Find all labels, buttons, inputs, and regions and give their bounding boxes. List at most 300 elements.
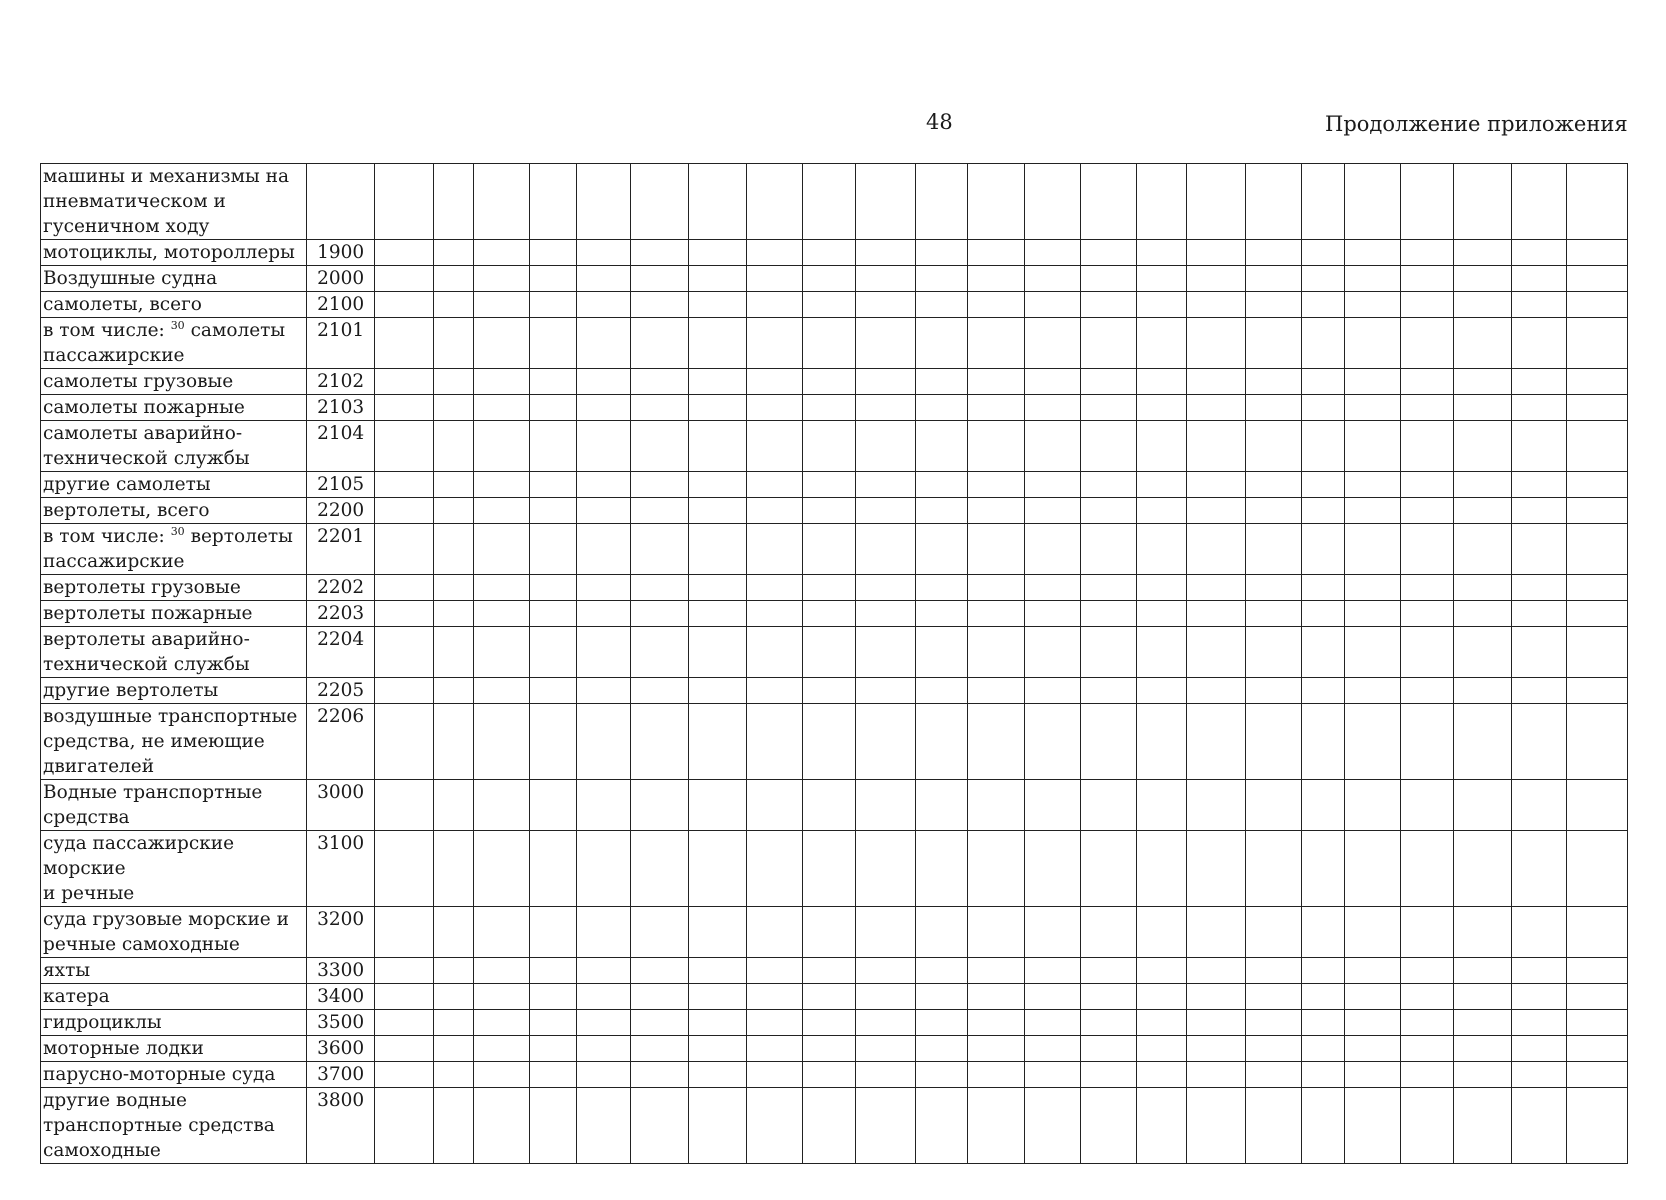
row-label: машины и механизмы на пневматическом и гусеничном ходу xyxy=(41,164,307,240)
empty-cell xyxy=(474,395,529,421)
empty-cell xyxy=(1511,472,1566,498)
empty-cell xyxy=(915,318,967,369)
empty-cell xyxy=(746,627,802,678)
empty-cell xyxy=(474,1010,529,1036)
empty-cell xyxy=(967,369,1024,395)
empty-cell xyxy=(1344,831,1400,907)
table-row xyxy=(41,984,1628,1010)
row-code: 2203 xyxy=(307,601,375,627)
empty-cell xyxy=(474,1062,529,1088)
empty-cell xyxy=(1511,627,1566,678)
empty-cell xyxy=(1401,369,1454,395)
empty-cell xyxy=(1245,1036,1301,1062)
empty-cell xyxy=(1245,831,1301,907)
empty-cell xyxy=(1187,1062,1246,1088)
empty-cell xyxy=(1025,472,1080,498)
empty-cell xyxy=(1245,266,1301,292)
empty-cell xyxy=(577,240,630,266)
empty-cell xyxy=(689,704,746,780)
empty-cell xyxy=(1401,1010,1454,1036)
empty-cell xyxy=(967,1062,1024,1088)
empty-cell xyxy=(1080,1088,1136,1164)
empty-cell xyxy=(1401,601,1454,627)
empty-cell xyxy=(1080,704,1136,780)
empty-cell xyxy=(1454,984,1511,1010)
empty-cell xyxy=(746,498,802,524)
empty-cell xyxy=(856,575,916,601)
empty-cell xyxy=(433,1036,473,1062)
empty-cell xyxy=(529,498,577,524)
empty-cell xyxy=(630,266,689,292)
empty-cell xyxy=(1245,704,1301,780)
empty-cell xyxy=(1454,318,1511,369)
empty-cell xyxy=(1344,240,1400,266)
empty-cell xyxy=(1511,1010,1566,1036)
empty-cell xyxy=(746,421,802,472)
empty-cell xyxy=(474,498,529,524)
empty-cell xyxy=(746,984,802,1010)
empty-cell xyxy=(474,164,529,240)
empty-cell xyxy=(474,421,529,472)
empty-cell xyxy=(1344,704,1400,780)
row-code: 2000 xyxy=(307,266,375,292)
empty-cell xyxy=(746,164,802,240)
empty-cell xyxy=(1401,472,1454,498)
empty-cell xyxy=(1080,318,1136,369)
empty-cell xyxy=(630,1088,689,1164)
empty-cell xyxy=(803,240,856,266)
empty-cell xyxy=(746,266,802,292)
row-code: 3300 xyxy=(307,958,375,984)
empty-cell xyxy=(967,266,1024,292)
empty-cell xyxy=(1137,907,1187,958)
empty-cell xyxy=(630,524,689,575)
empty-cell xyxy=(967,164,1024,240)
empty-cell xyxy=(1080,369,1136,395)
empty-cell xyxy=(746,1088,802,1164)
empty-cell xyxy=(1187,292,1246,318)
empty-cell xyxy=(433,498,473,524)
empty-cell xyxy=(1080,678,1136,704)
empty-cell xyxy=(915,1036,967,1062)
empty-cell xyxy=(630,395,689,421)
empty-cell xyxy=(474,1088,529,1164)
empty-cell xyxy=(915,164,967,240)
empty-cell xyxy=(915,472,967,498)
table-row xyxy=(41,240,1628,266)
empty-cell xyxy=(1137,421,1187,472)
table-row xyxy=(41,907,1628,958)
empty-cell xyxy=(803,627,856,678)
empty-cell xyxy=(689,1088,746,1164)
empty-cell xyxy=(803,780,856,831)
empty-cell xyxy=(689,575,746,601)
empty-cell xyxy=(746,907,802,958)
empty-cell xyxy=(577,1088,630,1164)
empty-cell xyxy=(577,524,630,575)
empty-cell xyxy=(1567,421,1628,472)
empty-cell xyxy=(1401,266,1454,292)
empty-cell xyxy=(1245,984,1301,1010)
empty-cell xyxy=(1187,318,1246,369)
empty-cell xyxy=(1302,1036,1345,1062)
empty-cell xyxy=(577,421,630,472)
empty-cell xyxy=(1080,292,1136,318)
empty-cell xyxy=(375,907,434,958)
empty-cell xyxy=(746,575,802,601)
table-row xyxy=(41,164,1628,240)
empty-cell xyxy=(529,1010,577,1036)
empty-cell xyxy=(433,984,473,1010)
empty-cell xyxy=(746,395,802,421)
empty-cell xyxy=(1080,1036,1136,1062)
empty-cell xyxy=(1302,601,1345,627)
empty-cell xyxy=(577,395,630,421)
empty-cell xyxy=(803,498,856,524)
empty-cell xyxy=(1511,1036,1566,1062)
empty-cell xyxy=(1567,984,1628,1010)
empty-cell xyxy=(1511,240,1566,266)
empty-cell xyxy=(1187,1088,1246,1164)
empty-cell xyxy=(1137,627,1187,678)
empty-cell xyxy=(1302,472,1345,498)
empty-cell xyxy=(1302,164,1345,240)
empty-cell xyxy=(1245,958,1301,984)
empty-cell xyxy=(1025,318,1080,369)
empty-cell xyxy=(529,601,577,627)
empty-cell xyxy=(1511,601,1566,627)
empty-cell xyxy=(433,164,473,240)
empty-cell xyxy=(967,704,1024,780)
empty-cell xyxy=(1567,780,1628,831)
empty-cell xyxy=(375,318,434,369)
empty-cell xyxy=(630,1062,689,1088)
row-label: вертолеты пожарные xyxy=(41,601,307,627)
empty-cell xyxy=(1187,395,1246,421)
empty-cell xyxy=(1080,780,1136,831)
empty-cell xyxy=(1401,907,1454,958)
empty-cell xyxy=(433,1010,473,1036)
empty-cell xyxy=(375,780,434,831)
empty-cell xyxy=(746,240,802,266)
empty-cell xyxy=(1187,524,1246,575)
empty-cell xyxy=(1025,292,1080,318)
empty-cell xyxy=(1344,395,1400,421)
empty-cell xyxy=(1511,678,1566,704)
empty-cell xyxy=(689,292,746,318)
empty-cell xyxy=(803,1062,856,1088)
row-label: вертолеты грузовые xyxy=(41,575,307,601)
empty-cell xyxy=(1302,575,1345,601)
empty-cell xyxy=(1454,958,1511,984)
empty-cell xyxy=(1025,164,1080,240)
empty-cell xyxy=(856,1010,916,1036)
empty-cell xyxy=(1245,292,1301,318)
empty-cell xyxy=(1401,958,1454,984)
empty-cell xyxy=(1454,421,1511,472)
empty-cell xyxy=(1344,780,1400,831)
empty-cell xyxy=(915,498,967,524)
empty-cell xyxy=(577,472,630,498)
empty-cell xyxy=(529,369,577,395)
empty-cell xyxy=(1454,498,1511,524)
empty-cell xyxy=(1025,678,1080,704)
empty-cell xyxy=(1187,421,1246,472)
empty-cell xyxy=(967,678,1024,704)
empty-cell xyxy=(1245,395,1301,421)
empty-cell xyxy=(1511,421,1566,472)
empty-cell xyxy=(856,472,916,498)
table-row xyxy=(41,395,1628,421)
empty-cell xyxy=(967,958,1024,984)
empty-cell xyxy=(1025,421,1080,472)
empty-cell xyxy=(529,704,577,780)
empty-cell xyxy=(1567,1088,1628,1164)
empty-cell xyxy=(529,292,577,318)
table-row xyxy=(41,524,1628,575)
empty-cell xyxy=(1137,369,1187,395)
table-row xyxy=(41,704,1628,780)
empty-cell xyxy=(1025,498,1080,524)
empty-cell xyxy=(803,984,856,1010)
empty-cell xyxy=(1454,831,1511,907)
empty-cell xyxy=(1025,369,1080,395)
empty-cell xyxy=(1567,678,1628,704)
empty-cell xyxy=(529,164,577,240)
empty-cell xyxy=(375,627,434,678)
empty-cell xyxy=(433,318,473,369)
empty-cell xyxy=(375,524,434,575)
empty-cell xyxy=(856,369,916,395)
empty-cell xyxy=(1567,1036,1628,1062)
empty-cell xyxy=(1302,907,1345,958)
empty-cell xyxy=(1401,1088,1454,1164)
empty-cell xyxy=(1245,421,1301,472)
empty-cell xyxy=(856,318,916,369)
empty-cell xyxy=(1454,1036,1511,1062)
table-row xyxy=(41,575,1628,601)
empty-cell xyxy=(746,292,802,318)
empty-cell xyxy=(1511,318,1566,369)
empty-cell xyxy=(1511,524,1566,575)
empty-cell xyxy=(630,575,689,601)
row-label: мотоциклы, мотороллеры xyxy=(41,240,307,266)
empty-cell xyxy=(474,627,529,678)
row-code: 1900 xyxy=(307,240,375,266)
empty-cell xyxy=(474,780,529,831)
empty-cell xyxy=(1187,1036,1246,1062)
empty-cell xyxy=(746,831,802,907)
empty-cell xyxy=(915,780,967,831)
empty-cell xyxy=(1080,240,1136,266)
empty-cell xyxy=(746,780,802,831)
empty-cell xyxy=(1511,907,1566,958)
empty-cell xyxy=(1454,1088,1511,1164)
empty-cell xyxy=(689,421,746,472)
empty-cell xyxy=(915,369,967,395)
empty-cell xyxy=(474,369,529,395)
empty-cell xyxy=(1245,627,1301,678)
empty-cell xyxy=(1567,292,1628,318)
row-label xyxy=(41,318,307,369)
table-row xyxy=(41,678,1628,704)
row-label-text: вертолеты пассажирские xyxy=(43,526,293,572)
empty-cell xyxy=(1344,958,1400,984)
empty-cell xyxy=(689,369,746,395)
empty-cell xyxy=(1401,984,1454,1010)
table-row xyxy=(41,627,1628,678)
empty-cell xyxy=(529,1088,577,1164)
empty-cell xyxy=(1344,575,1400,601)
empty-cell xyxy=(1025,627,1080,678)
empty-cell xyxy=(1080,498,1136,524)
table-row xyxy=(41,292,1628,318)
empty-cell xyxy=(1302,524,1345,575)
empty-cell xyxy=(474,907,529,958)
empty-cell xyxy=(915,395,967,421)
row-label xyxy=(41,524,307,575)
empty-cell xyxy=(689,831,746,907)
empty-cell xyxy=(630,984,689,1010)
empty-cell xyxy=(967,240,1024,266)
row-label: Воздушные судна xyxy=(41,266,307,292)
empty-cell xyxy=(1080,907,1136,958)
empty-cell xyxy=(1187,472,1246,498)
empty-cell xyxy=(1302,266,1345,292)
empty-cell xyxy=(856,524,916,575)
empty-cell xyxy=(1511,984,1566,1010)
empty-cell xyxy=(689,907,746,958)
empty-cell xyxy=(689,318,746,369)
empty-cell xyxy=(1137,472,1187,498)
empty-cell xyxy=(967,395,1024,421)
empty-cell xyxy=(1454,292,1511,318)
empty-cell xyxy=(375,678,434,704)
empty-cell xyxy=(577,575,630,601)
empty-cell xyxy=(1302,1088,1345,1164)
row-code: 3700 xyxy=(307,1062,375,1088)
empty-cell xyxy=(856,984,916,1010)
empty-cell xyxy=(1567,907,1628,958)
empty-cell xyxy=(1511,958,1566,984)
empty-cell xyxy=(577,831,630,907)
empty-cell xyxy=(375,1062,434,1088)
row-label: вертолеты аварийно- технической службы xyxy=(41,627,307,678)
row-label: яхты xyxy=(41,958,307,984)
empty-cell xyxy=(375,1088,434,1164)
empty-cell xyxy=(1025,958,1080,984)
table-row xyxy=(41,266,1628,292)
empty-cell xyxy=(1302,704,1345,780)
empty-cell xyxy=(1567,1010,1628,1036)
empty-cell xyxy=(1025,907,1080,958)
empty-cell xyxy=(433,601,473,627)
empty-cell xyxy=(474,240,529,266)
empty-cell xyxy=(1454,627,1511,678)
empty-cell xyxy=(967,780,1024,831)
empty-cell xyxy=(375,601,434,627)
table-row xyxy=(41,318,1628,369)
empty-cell xyxy=(1454,704,1511,780)
empty-cell xyxy=(1454,601,1511,627)
empty-cell xyxy=(1302,240,1345,266)
empty-cell xyxy=(1245,780,1301,831)
empty-cell xyxy=(375,369,434,395)
empty-cell xyxy=(915,627,967,678)
empty-cell xyxy=(1401,395,1454,421)
empty-cell xyxy=(1302,369,1345,395)
empty-cell xyxy=(1080,1062,1136,1088)
empty-cell xyxy=(1187,704,1246,780)
empty-cell xyxy=(915,678,967,704)
row-code: 2103 xyxy=(307,395,375,421)
empty-cell xyxy=(630,831,689,907)
empty-cell xyxy=(856,1062,916,1088)
empty-cell xyxy=(1567,369,1628,395)
empty-cell xyxy=(856,831,916,907)
empty-cell xyxy=(1511,704,1566,780)
empty-cell xyxy=(1344,524,1400,575)
empty-cell xyxy=(1567,704,1628,780)
empty-cell xyxy=(630,421,689,472)
row-label-text: самолеты пассажирские xyxy=(43,320,286,366)
empty-cell xyxy=(967,292,1024,318)
empty-cell xyxy=(803,831,856,907)
table-row xyxy=(41,958,1628,984)
empty-cell xyxy=(689,958,746,984)
row-code: 2104 xyxy=(307,421,375,472)
empty-cell xyxy=(967,1036,1024,1062)
empty-cell xyxy=(1137,958,1187,984)
empty-cell xyxy=(1187,780,1246,831)
empty-cell xyxy=(803,601,856,627)
empty-cell xyxy=(1137,395,1187,421)
empty-cell xyxy=(1454,164,1511,240)
empty-cell xyxy=(1080,1010,1136,1036)
empty-cell xyxy=(474,601,529,627)
empty-cell xyxy=(1137,678,1187,704)
row-label: самолеты пожарные xyxy=(41,395,307,421)
table-row xyxy=(41,831,1628,907)
continuation-heading: Продолжение приложения xyxy=(1325,112,1628,136)
empty-cell xyxy=(1187,601,1246,627)
empty-cell xyxy=(967,907,1024,958)
empty-cell xyxy=(1302,1062,1345,1088)
row-label: суда грузовые морские и речные самоходные xyxy=(41,907,307,958)
empty-cell xyxy=(1137,780,1187,831)
row-label: парусно-моторные суда xyxy=(41,1062,307,1088)
footnote-marker: 30 xyxy=(170,319,185,332)
empty-cell xyxy=(433,780,473,831)
empty-cell xyxy=(1567,498,1628,524)
empty-cell xyxy=(375,164,434,240)
empty-cell xyxy=(375,421,434,472)
empty-cell xyxy=(433,627,473,678)
empty-cell xyxy=(1025,601,1080,627)
empty-cell xyxy=(1511,266,1566,292)
data-table xyxy=(40,163,1628,1164)
empty-cell xyxy=(375,395,434,421)
empty-cell xyxy=(630,1010,689,1036)
empty-cell xyxy=(1454,472,1511,498)
empty-cell xyxy=(856,164,916,240)
row-code: 2202 xyxy=(307,575,375,601)
empty-cell xyxy=(1567,958,1628,984)
row-label: другие вертолеты xyxy=(41,678,307,704)
empty-cell xyxy=(803,1088,856,1164)
empty-cell xyxy=(433,266,473,292)
empty-cell xyxy=(375,1036,434,1062)
